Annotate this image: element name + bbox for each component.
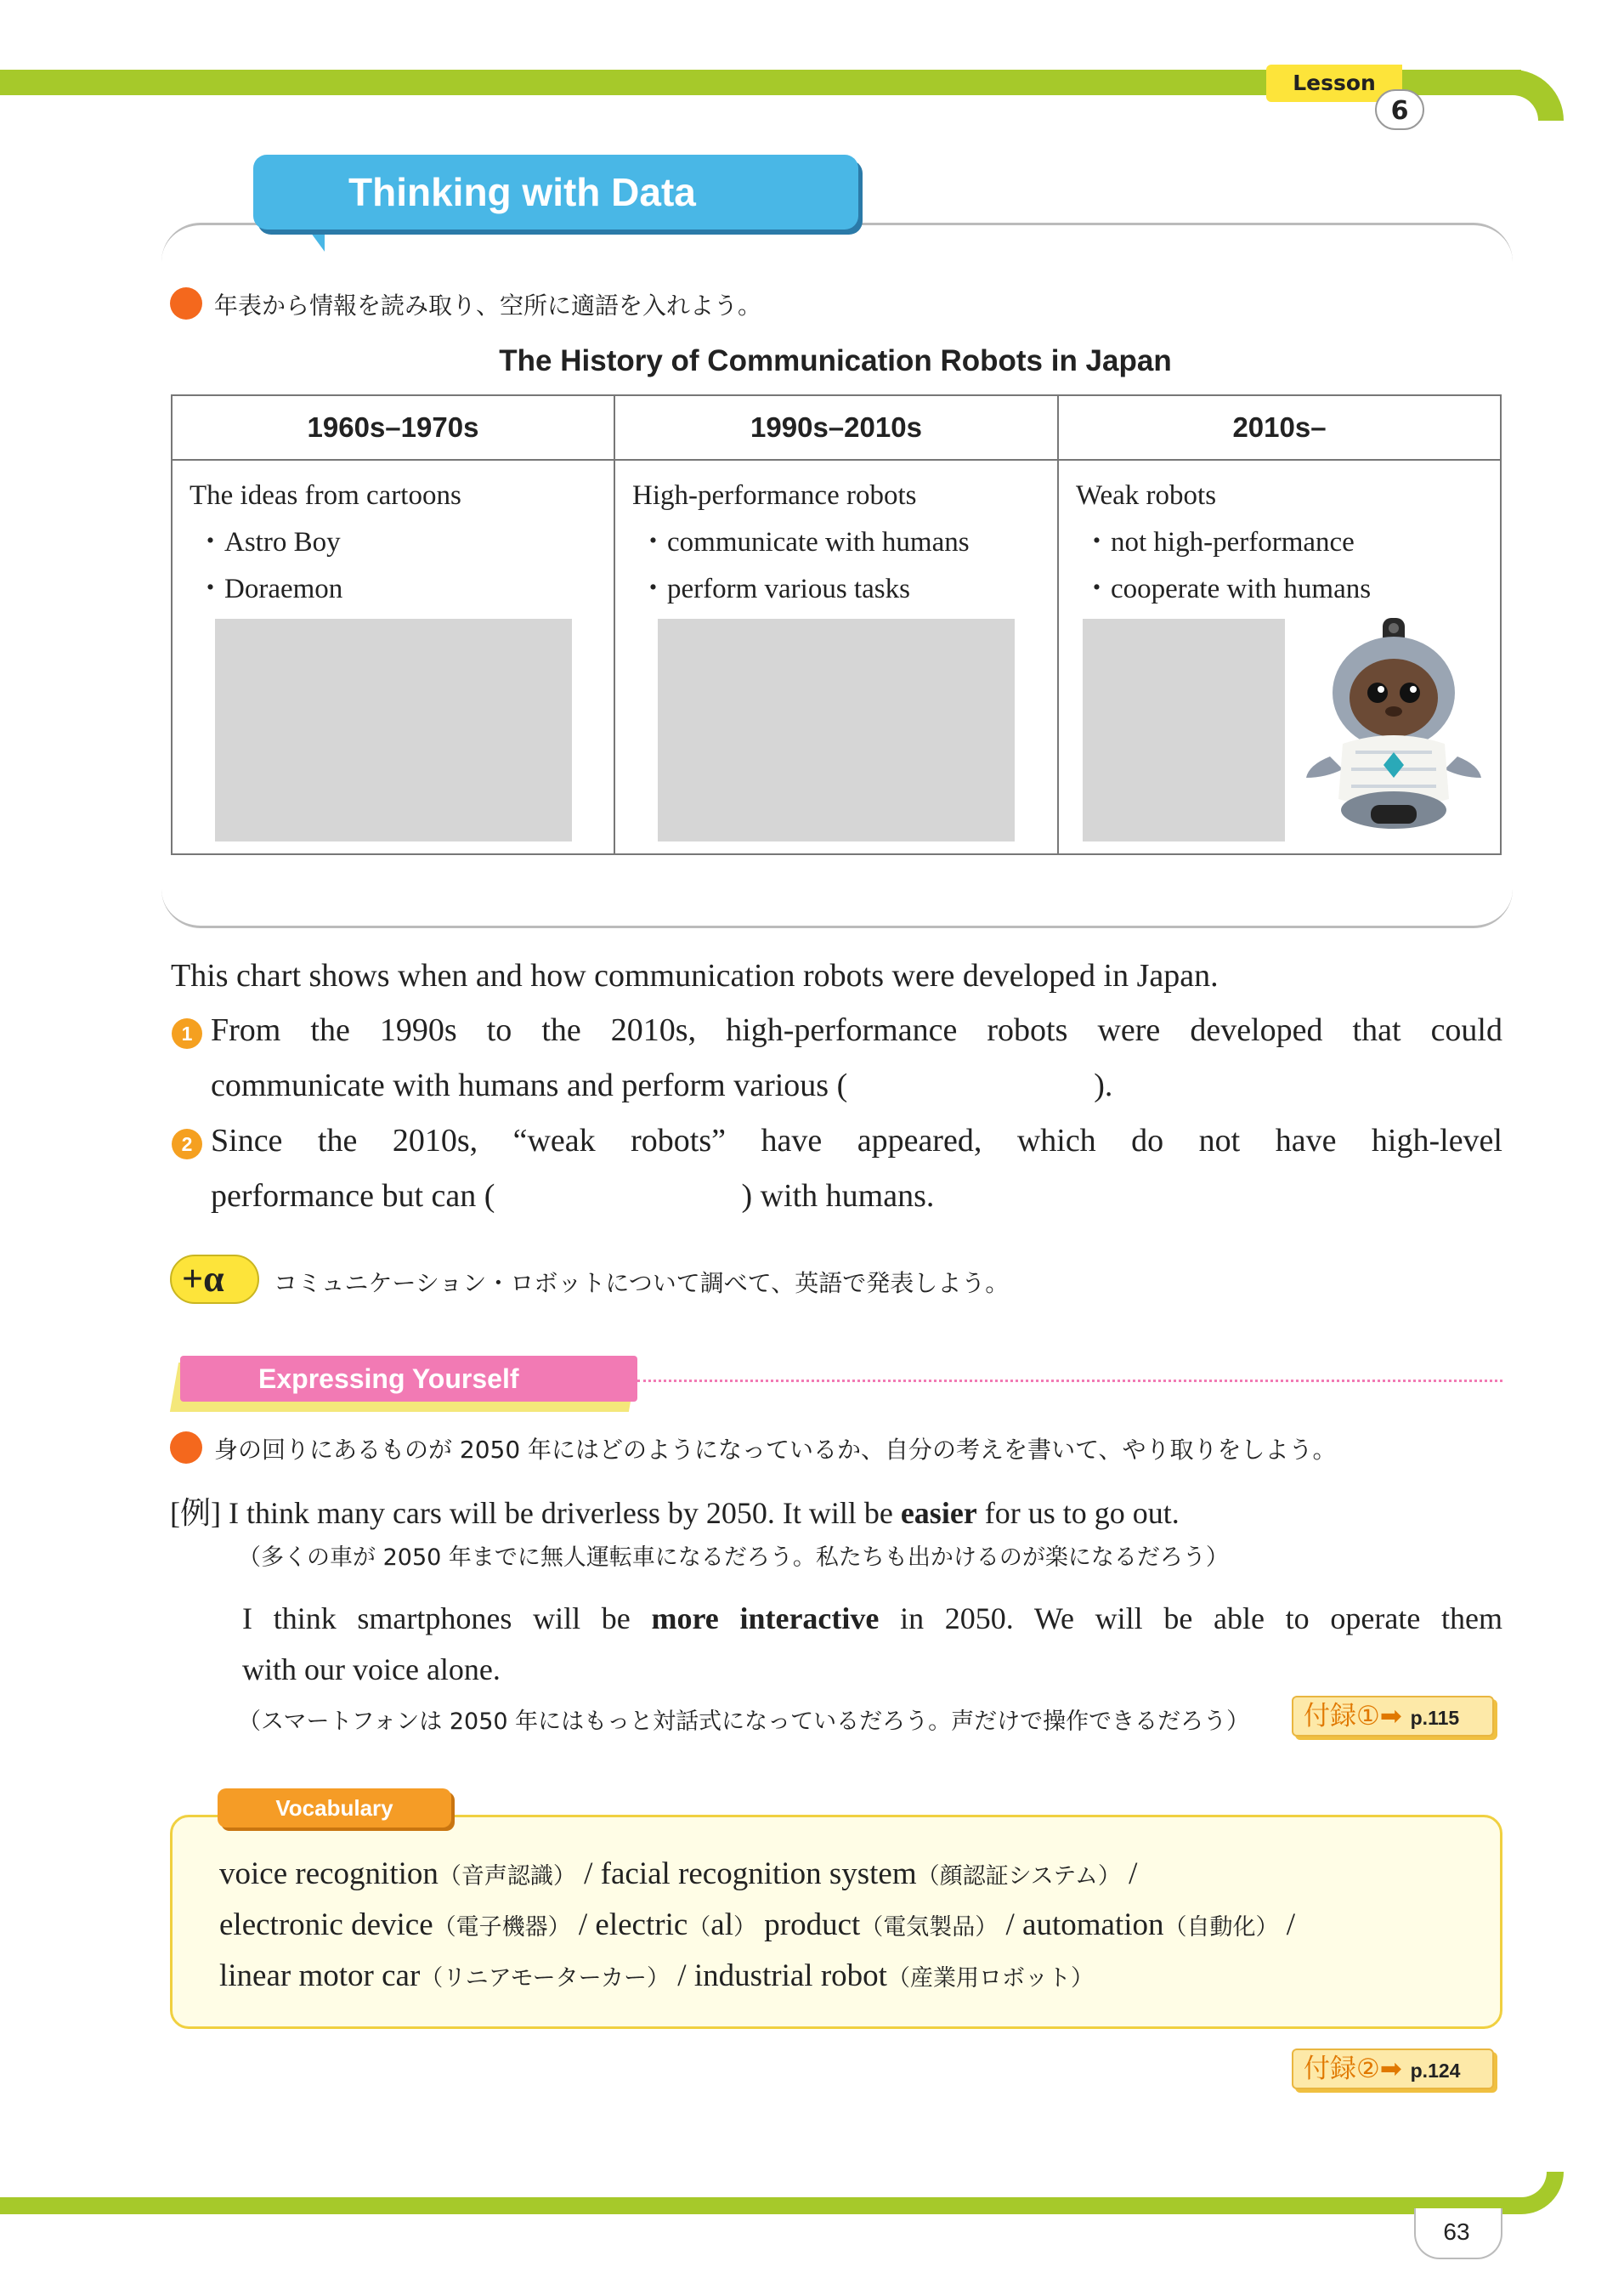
vocab-translation: （電気製品） xyxy=(860,1914,999,1941)
column-header: 1990s–2010s xyxy=(615,396,1057,461)
vocab-term: / automation xyxy=(998,1907,1164,1942)
list-item: ・Doraemon xyxy=(196,574,343,604)
question-1-text: communicate with humans and perform various ( xyxy=(211,1068,848,1103)
column-header: 1960s–1970s xyxy=(173,396,614,461)
list-item: ・communicate with humans xyxy=(639,527,970,558)
question-2-line-1: Since the 2010s, “weak robots” have appeared, which do not have high-level xyxy=(211,1123,1502,1159)
appendix-ref-label: 付録②➡ xyxy=(1304,2054,1402,2084)
question-1-close: ). xyxy=(1094,1068,1113,1103)
vocab-term: product xyxy=(756,1907,861,1942)
orange-dot-icon xyxy=(170,1431,202,1464)
vocab-paren-close: ） xyxy=(733,1914,756,1941)
column-header: 2010s– xyxy=(1059,396,1500,461)
example-2-translation: （スマートフォンは 2050 年にはもっと対話式になっているだろう。声だけで操作できるだろう） xyxy=(238,1708,1250,1735)
question-number-badge: 2 xyxy=(172,1129,202,1159)
robot-illustration xyxy=(1304,616,1483,833)
image-placeholder xyxy=(1083,619,1285,842)
appendix-ref-page: p.115 xyxy=(1410,1707,1460,1729)
vocab-translation: （音声認識） xyxy=(438,1863,576,1890)
question-2-text: performance but can ( xyxy=(211,1178,495,1214)
vocab-term: linear motor car xyxy=(219,1958,421,1993)
example-1-bold: easier xyxy=(900,1496,977,1530)
example-1-translation: （多くの車が 2050 年までに無人運転車になるだろう。私たちも出かけるのが楽になるだろう） xyxy=(238,1544,1229,1571)
vocab-term: electronic device xyxy=(219,1907,433,1942)
vocab-term: / electric xyxy=(570,1907,688,1942)
image-placeholder xyxy=(215,619,572,842)
example-2-line-2: with our voice alone. xyxy=(242,1652,501,1686)
example-2-text-b: in 2050. We will be able to operate them xyxy=(879,1601,1502,1635)
example-label: [例] xyxy=(170,1496,221,1530)
vocab-separator: / xyxy=(1278,1907,1296,1942)
question-1-line-1: From the 1990s to the 2010s, high-performance robots were developed that could xyxy=(211,1012,1502,1048)
list-item: ・perform various tasks xyxy=(639,574,910,604)
question-2-line-2 xyxy=(211,1177,934,1215)
bottom-green-bar xyxy=(0,2197,1521,2214)
list-item: ・Astro Boy xyxy=(196,527,341,558)
vocab-translation: （産業用ロボット） xyxy=(886,1965,1094,1992)
example-1-text-a: I think many cars will be driverless by 2050. It will be xyxy=(228,1496,901,1530)
appendix-ref-label: 付録①➡ xyxy=(1304,1701,1402,1731)
title-bubble-tail xyxy=(306,226,325,252)
expressing-yourself-title: Expressing Yourself xyxy=(180,1356,637,1402)
plus-alpha-text: コミュニケーション・ロボットについて調べて、英語で発表しよう。 xyxy=(274,1269,1010,1297)
vocab-line-2 xyxy=(219,1907,1295,1943)
lesson-number: 6 xyxy=(1375,89,1424,130)
vocab-term: / facial recognition system xyxy=(575,1856,917,1891)
vocabulary-label: Vocabulary xyxy=(218,1788,451,1828)
column-lead: Weak robots xyxy=(1076,480,1217,511)
vocab-term: al xyxy=(710,1907,733,1942)
table-column-1960s xyxy=(173,396,615,853)
plus-alpha-badge: +α xyxy=(170,1255,259,1304)
appendix-ref-1[interactable] xyxy=(1292,1696,1494,1737)
page-number: 63 xyxy=(1443,2218,1470,2245)
column-lead: The ideas from cartoons xyxy=(190,480,461,511)
question-number-badge: 1 xyxy=(172,1018,202,1049)
table-column-1990s xyxy=(615,396,1059,853)
appendix-ref-page: p.124 xyxy=(1410,2060,1461,2082)
instruction-1: 年表から情報を読み取り、空所に適語を入れよう。 xyxy=(214,292,762,320)
lesson-tab: Lesson xyxy=(1266,65,1402,102)
section-title: Thinking with Data xyxy=(253,155,858,230)
appendix-ref-2[interactable] xyxy=(1292,2048,1494,2089)
vocab-term: / industrial robot xyxy=(670,1958,887,1993)
question-2-close: ) with humans. xyxy=(741,1178,935,1214)
vocab-term: voice recognition xyxy=(219,1856,439,1891)
image-placeholder xyxy=(658,619,1015,842)
passage-intro: This chart shows when and how communication robots were developed in Japan. xyxy=(171,958,1219,994)
vocab-paren-open: （ xyxy=(688,1914,711,1941)
table-title: The History of Communication Robots in Japan xyxy=(499,344,1172,377)
list-item: ・cooperate with humans xyxy=(1083,574,1372,604)
example-1 xyxy=(170,1489,1180,1533)
vocab-line-3 xyxy=(219,1958,1094,1994)
vocab-translation: （リニアモーターカー） xyxy=(420,1965,671,1992)
vocab-line-1 xyxy=(219,1856,1137,1892)
vocab-separator: / xyxy=(1120,1856,1138,1891)
question-1-line-2 xyxy=(211,1067,1112,1104)
top-green-bar-curve xyxy=(1479,70,1564,121)
vocab-translation: （自動化） xyxy=(1163,1914,1279,1941)
dotted-divider xyxy=(637,1380,1502,1382)
vocab-translation: （電子機器） xyxy=(433,1914,571,1941)
expressing-instruction: 身の回りにあるものが 2050 年にはどのようになっているか、自分の考えを書いて、やり取りをしよう。 xyxy=(214,1436,1337,1464)
example-1-text-b: for us to go out. xyxy=(976,1496,1180,1530)
history-table xyxy=(171,394,1502,855)
example-2-line-1 xyxy=(242,1601,1502,1636)
example-2-text-a: I think smartphones will be xyxy=(242,1601,652,1635)
column-lead: High-performance robots xyxy=(632,480,917,511)
orange-dot-icon xyxy=(170,287,202,320)
list-item: ・not high-performance xyxy=(1083,527,1355,558)
vocab-translation: （顔認証システム） xyxy=(916,1863,1121,1890)
example-2-bold: more interactive xyxy=(651,1601,880,1635)
